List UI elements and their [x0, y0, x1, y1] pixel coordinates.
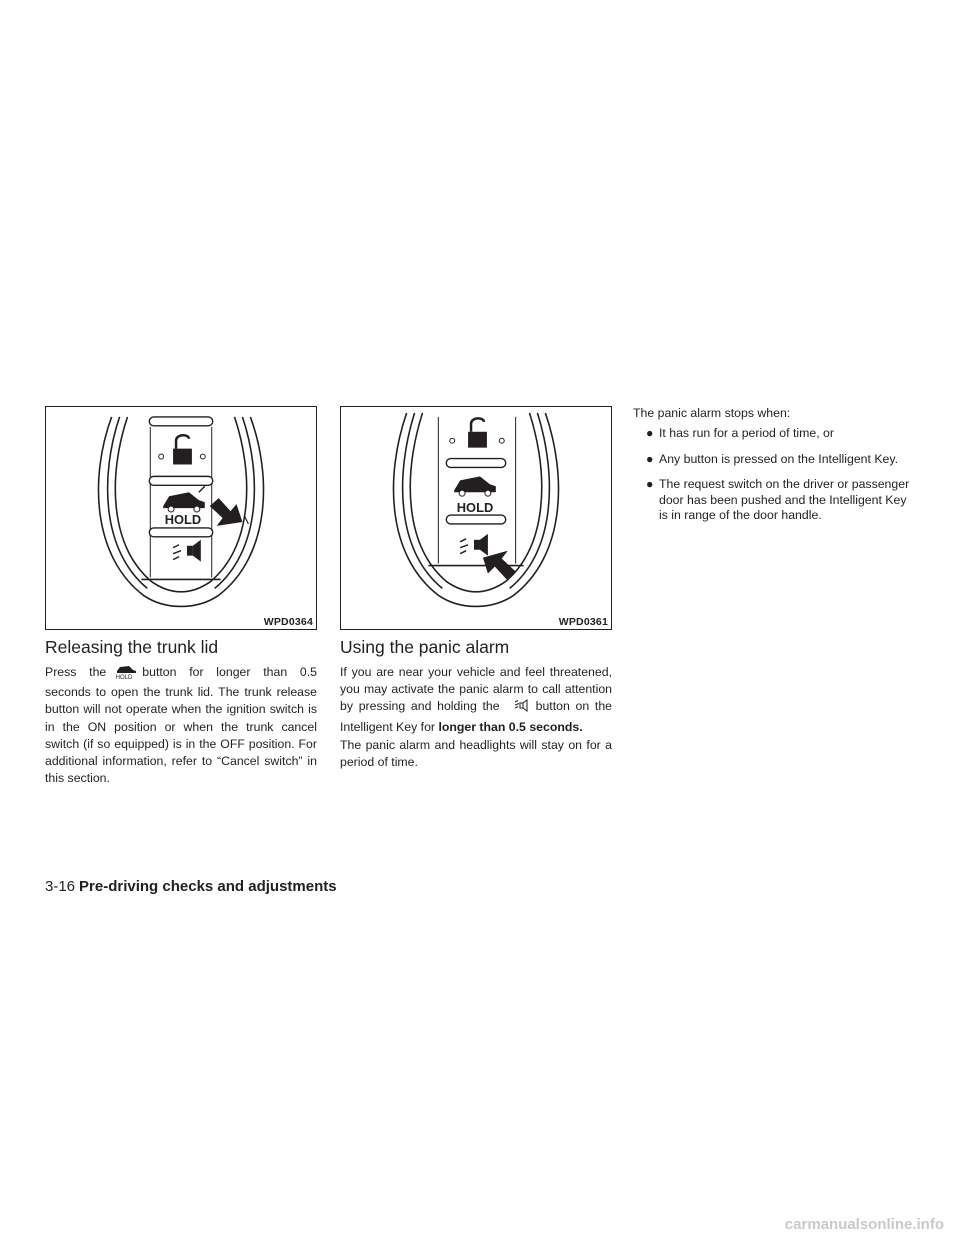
- figure-panic-alarm: [340, 406, 612, 630]
- panic-stops-list: [633, 426, 916, 534]
- section-heading-panic: Using the panic alarm: [340, 637, 510, 657]
- list-item: ● It has run for a period of time, or: [646, 426, 834, 440]
- trunk-hold-icon: [109, 665, 139, 684]
- intelligent-key-illustration: [46, 407, 316, 629]
- svg-text:HOLD: HOLD: [115, 675, 133, 679]
- figure-code: WPD0361: [558, 616, 608, 628]
- panic-icon: [460, 534, 488, 556]
- trunk-paragraph: Press the HOLD button for longer than 0.5 seconds to open the trunk lid. The trunk release button will not operate when the ignition switch is in the ON position or when the trunk cancel switch (if so equipped) is in the OFF position. For additional information, refer to “Cancel switch” in this section.: [45, 665, 317, 786]
- intelligent-key-illustration: [341, 407, 611, 629]
- panic-stops-intro: The panic alarm stops when:: [633, 406, 791, 420]
- section-heading-trunk: Releasing the trunk lid: [45, 637, 219, 657]
- unlock-icon: [450, 418, 505, 447]
- list-item: ● The request switch on the driver or passenger door has been pushed and the Intelligent Key is in range of the door handle.: [646, 477, 910, 522]
- panic-paragraph: If you are near your vehicle and feel threatened, you may activate the panic alarm to call attention by pressing and holding the button on the Intelligent Key for longer than 0.5 seconds.: [340, 665, 613, 734]
- unlock-icon: [159, 435, 206, 464]
- footer-section-title: Pre-driving checks and adjustments: [79, 878, 337, 895]
- figure-code: WPD0364: [263, 616, 313, 628]
- panic-paragraph-2: The panic alarm and headlights will stay on for a period of time.: [340, 738, 612, 770]
- page-number: 3-16: [45, 878, 76, 895]
- watermark: carmanualsonline.info: [784, 1216, 944, 1233]
- page-footer: [45, 878, 337, 895]
- pointer-arrow-icon: [210, 498, 249, 526]
- trunk-icon: [163, 486, 205, 512]
- list-item: ● Any button is pressed on the Intelligent Key.: [646, 451, 899, 466]
- panic-icon: [173, 540, 201, 562]
- svg-text:HOLD: HOLD: [164, 511, 202, 527]
- figure-trunk-release: [45, 406, 317, 630]
- svg-text:HOLD: HOLD: [456, 500, 494, 516]
- panic-button-icon: [503, 699, 533, 718]
- trunk-icon: [454, 476, 496, 496]
